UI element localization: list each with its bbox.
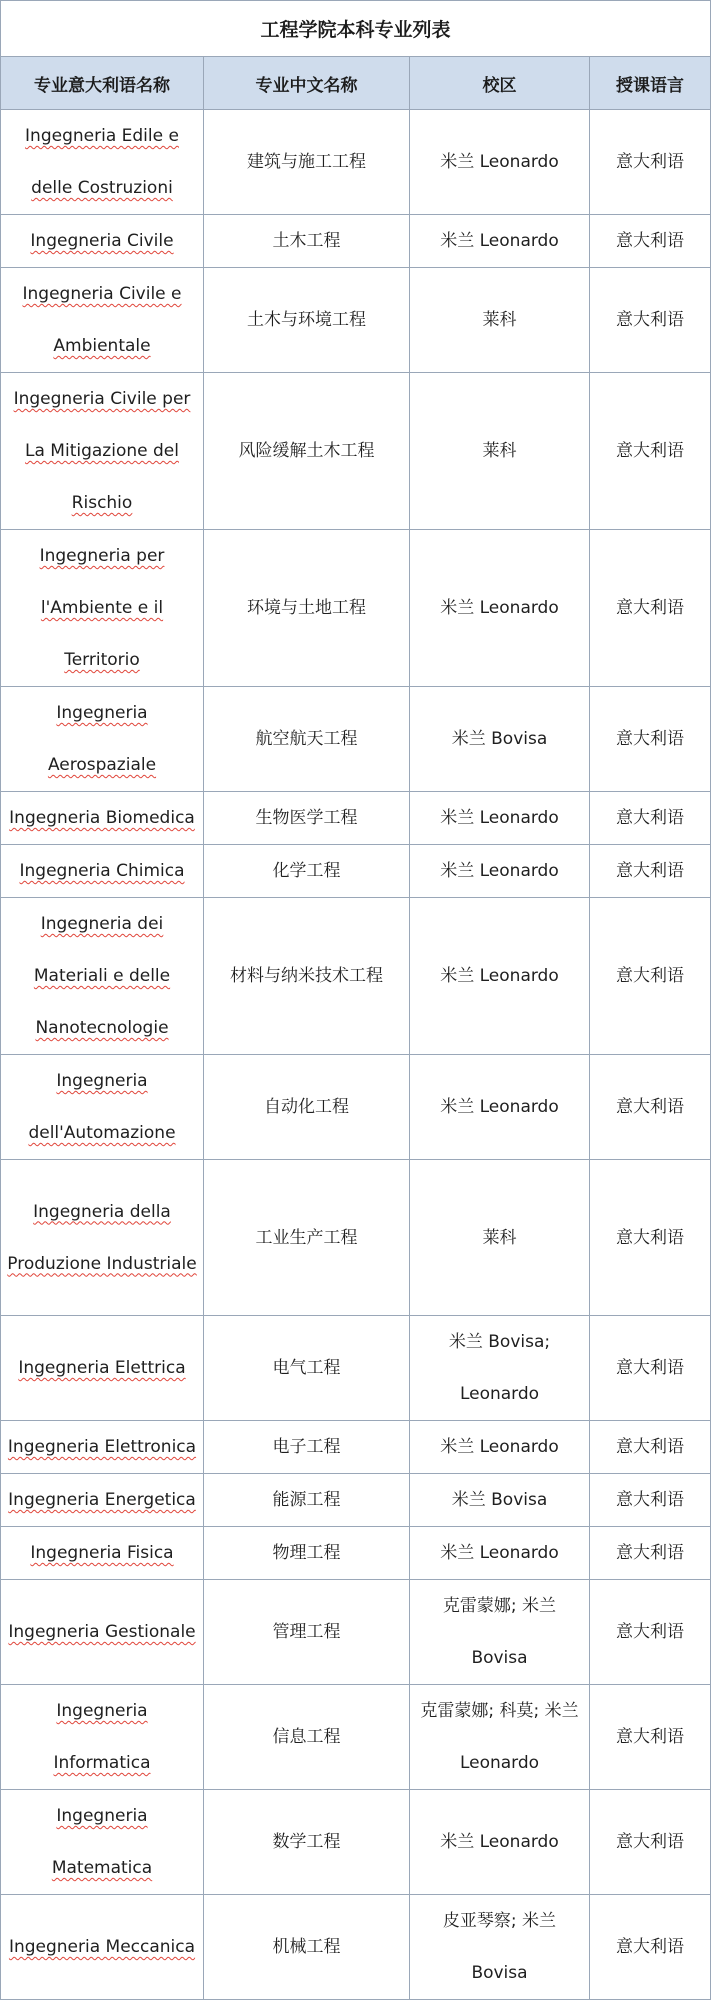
major-italian-name: Ingegneria dell'Automazione [28, 1071, 176, 1143]
major-chinese-name: 工业生产工程 [204, 1160, 410, 1316]
major-chinese-name: 土木工程 [204, 215, 410, 268]
major-language: 意大利语 [590, 1790, 711, 1895]
major-italian-name: Ingegneria Matematica [51, 1806, 153, 1878]
table-row [1, 268, 711, 373]
major-campus: 克雷蒙娜; 米兰 Bovisa [410, 1580, 590, 1685]
table-row [1, 215, 711, 268]
major-campus: 米兰 Leonardo [410, 1790, 590, 1895]
major-chinese-name: 数学工程 [204, 1790, 410, 1895]
table-row [1, 530, 711, 687]
table-row [1, 110, 711, 215]
major-italian-name: Ingegneria Energetica [8, 1490, 196, 1510]
table-row [1, 1474, 711, 1527]
major-italian-name: Ingegneria Aerospaziale [47, 703, 157, 775]
major-campus: 克雷蒙娜; 科莫; 米兰 Leonardo [410, 1685, 590, 1790]
major-campus: 米兰 Bovisa [410, 1474, 590, 1527]
major-language: 意大利语 [590, 1160, 711, 1316]
major-language: 意大利语 [590, 898, 711, 1055]
major-italian-name: Ingegneria per l'Ambiente e il Territorio [39, 546, 165, 670]
major-chinese-name: 电气工程 [204, 1316, 410, 1421]
header-italian-name: 专业意大利语名称 [1, 57, 204, 110]
major-campus: 米兰 Leonardo [410, 530, 590, 687]
table-row [1, 1685, 711, 1790]
major-chinese-name: 化学工程 [204, 845, 410, 898]
major-chinese-name: 环境与土地工程 [204, 530, 410, 687]
major-campus: 米兰 Leonardo [410, 898, 590, 1055]
major-italian-name: Ingegneria Edile e delle Costruzioni [25, 126, 179, 198]
major-campus: 米兰 Leonardo [410, 110, 590, 215]
table-row [1, 1316, 711, 1421]
major-campus: 皮亚琴察; 米兰 Bovisa [410, 1895, 590, 2000]
major-language: 意大利语 [590, 792, 711, 845]
major-chinese-name: 风险缓解土木工程 [204, 373, 410, 530]
major-chinese-name: 信息工程 [204, 1685, 410, 1790]
header-campus: 校区 [410, 57, 590, 110]
major-chinese-name: 物理工程 [204, 1527, 410, 1580]
major-language: 意大利语 [590, 1527, 711, 1580]
table-row [1, 1160, 711, 1316]
table-row [1, 792, 711, 845]
major-italian-name: Ingegneria della Produzione Industriale [7, 1201, 197, 1274]
major-campus: 米兰 Bovisa [410, 687, 590, 792]
major-chinese-name: 电子工程 [204, 1421, 410, 1474]
major-language: 意大利语 [590, 1421, 711, 1474]
table-row [1, 1055, 711, 1160]
major-language: 意大利语 [590, 845, 711, 898]
major-language: 意大利语 [590, 1895, 711, 2000]
major-italian-name: Ingegneria Meccanica [8, 1937, 196, 1957]
major-language: 意大利语 [590, 373, 711, 530]
major-italian-name: Ingegneria Elettrica [18, 1358, 186, 1378]
major-campus: 莱科 [410, 268, 590, 373]
major-campus: 米兰 Leonardo [410, 215, 590, 268]
major-chinese-name: 航空航天工程 [204, 687, 410, 792]
major-chinese-name: 管理工程 [204, 1580, 410, 1685]
major-language: 意大利语 [590, 110, 711, 215]
major-chinese-name: 土木与环境工程 [204, 268, 410, 373]
major-chinese-name: 自动化工程 [204, 1055, 410, 1160]
major-campus: 莱科 [410, 1160, 590, 1316]
major-language: 意大利语 [590, 1474, 711, 1527]
major-language: 意大利语 [590, 215, 711, 268]
major-language: 意大利语 [590, 530, 711, 687]
table-row [1, 1580, 711, 1685]
major-campus: 米兰 Leonardo [410, 845, 590, 898]
major-italian-name: Ingegneria Informatica [53, 1701, 151, 1773]
major-italian-name: Ingegneria Civile e Ambientale [22, 284, 182, 356]
table-row [1, 898, 711, 1055]
major-italian-name: Ingegneria Civile [30, 231, 174, 251]
major-campus: 米兰 Leonardo [410, 1421, 590, 1474]
major-italian-name: Ingegneria Fisica [30, 1543, 174, 1563]
major-language: 意大利语 [590, 687, 711, 792]
table-row [1, 1527, 711, 1580]
major-italian-name: Ingegneria dei Materiali e delle Nanotecnologie [33, 914, 171, 1038]
major-language: 意大利语 [590, 1316, 711, 1421]
header-chinese-name: 专业中文名称 [204, 57, 410, 110]
major-campus: 米兰 Leonardo [410, 792, 590, 845]
table-row [1, 1895, 711, 2000]
major-italian-name: Ingegneria Elettronica [7, 1437, 197, 1457]
major-italian-name: Ingegneria Civile per La Mitigazione del Rischio [13, 389, 191, 513]
major-campus: 米兰 Leonardo [410, 1055, 590, 1160]
table-row [1, 1421, 711, 1474]
table-row [1, 845, 711, 898]
major-chinese-name: 建筑与施工工程 [204, 110, 410, 215]
major-campus: 莱科 [410, 373, 590, 530]
major-language: 意大利语 [590, 1055, 711, 1160]
major-chinese-name: 机械工程 [204, 1895, 410, 2000]
table-row [1, 687, 711, 792]
major-italian-name: Ingegneria Chimica [19, 861, 185, 881]
major-campus: 米兰 Bovisa; Leonardo [410, 1316, 590, 1421]
table-row [1, 1790, 711, 1895]
major-chinese-name: 能源工程 [204, 1474, 410, 1527]
table-header-row [1, 57, 711, 110]
major-language: 意大利语 [590, 268, 711, 373]
header-language: 授课语言 [590, 57, 711, 110]
major-italian-name: Ingegneria Gestionale [8, 1622, 196, 1642]
major-chinese-name: 生物医学工程 [204, 792, 410, 845]
major-campus: 米兰 Leonardo [410, 1527, 590, 1580]
table-row [1, 373, 711, 530]
major-italian-name: Ingegneria Biomedica [9, 808, 195, 828]
major-language: 意大利语 [590, 1580, 711, 1685]
major-chinese-name: 材料与纳米技术工程 [204, 898, 410, 1055]
major-language: 意大利语 [590, 1685, 711, 1790]
table-title: 工程学院本科专业列表 [1, 1, 711, 57]
